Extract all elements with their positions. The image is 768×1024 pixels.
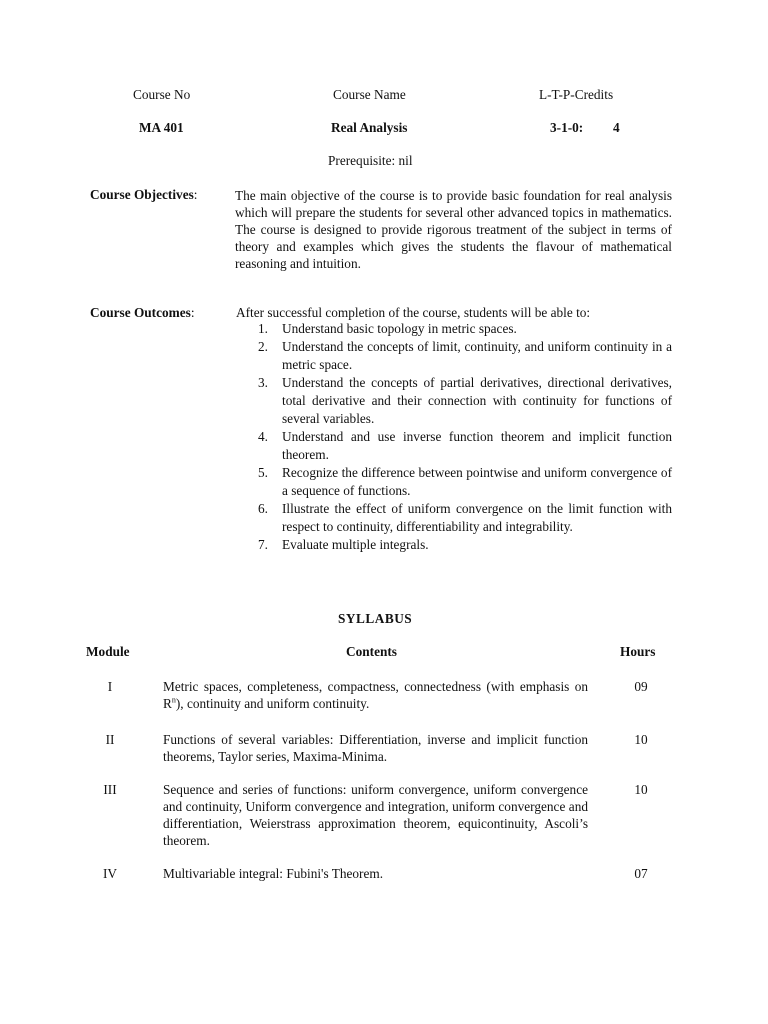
module-hours: 07 bbox=[634, 866, 648, 881]
list-item: 4. Understand and use inverse function theorem and implicit function theorem. bbox=[258, 429, 672, 462]
column-header-hours: Hours bbox=[620, 644, 656, 659]
syllabus-title: SYLLABUS bbox=[338, 611, 413, 626]
module-contents: Metric spaces, completeness, compactness, connectedness (with emphasis on $R^n$), continuity and uniform continuity. bbox=[163, 679, 588, 711]
ltp-value: 3-1-0: bbox=[550, 120, 584, 135]
list-item: 6. Illustrate the effect of uniform convergence on the limit function with respect to continuity, differentiability and integrability. bbox=[258, 501, 672, 534]
list-item: 2. Understand the concepts of limit, continuity, and uniform continuity in a metric space. bbox=[258, 339, 672, 372]
module-number: III bbox=[103, 782, 117, 797]
module-number: II bbox=[105, 732, 115, 747]
module-contents: Functions of several variables: Differentiation, inverse and implicit function theorems, Taylor series, Maxima-Minima. bbox=[163, 732, 588, 764]
list-item: 1. Understand basic topology in metric spaces. bbox=[258, 321, 517, 336]
module-contents: Multivariable integral: Fubini's Theorem. bbox=[163, 866, 384, 881]
module-contents: Sequence and series of functions: uniform convergence, uniform convergence and continuity, Uniform convergence and integration, uniform convergence and differentiation, Weierstrass approximation theorem, equicontinuity, Ascoli’s theorem. bbox=[163, 782, 588, 848]
objectives-text: The main objective of the course is to provide basic foundation for real analysis which will prepare the students for several other advanced topics in mathematics. The course is designed to provide rigorous treatment of the subject in terms of theory and examples which gives the students the flavour of mathematical reasoning and intuition. bbox=[235, 188, 672, 271]
column-header-contents: Contents bbox=[346, 644, 397, 659]
ltp-credits-label: L-T-P-Credits bbox=[539, 87, 614, 102]
course-no-value: MA 401 bbox=[139, 120, 184, 135]
column-header-module: Module bbox=[86, 644, 130, 659]
objectives-label: Course Objectives: bbox=[90, 187, 198, 202]
outcomes-intro: After successful completion of the course, students will be able to: bbox=[236, 305, 591, 320]
module-number: I bbox=[107, 679, 113, 694]
course-name-label: Course Name bbox=[333, 87, 406, 102]
prerequisite: Prerequisite: nil bbox=[328, 153, 413, 168]
module-number: IV bbox=[102, 866, 118, 881]
outcomes-list bbox=[240, 320, 672, 554]
module-hours: 10 bbox=[634, 782, 648, 797]
outcomes-label: Course Outcomes: bbox=[90, 305, 195, 320]
module-hours: 09 bbox=[634, 679, 648, 694]
list-item: 3. Understand the concepts of partial derivatives, directional derivatives, total derivative and their connection with continuity for functions of several variables. bbox=[258, 375, 672, 426]
course-name-value: Real Analysis bbox=[331, 120, 408, 135]
course-no-label: Course No bbox=[133, 87, 191, 102]
module-hours: 10 bbox=[634, 732, 648, 747]
list-item: 5. Recognize the difference between pointwise and uniform convergence of a sequence of functions. bbox=[258, 465, 672, 498]
credits-value: 4 bbox=[613, 120, 620, 135]
list-item: 7. Evaluate multiple integrals. bbox=[258, 537, 429, 552]
